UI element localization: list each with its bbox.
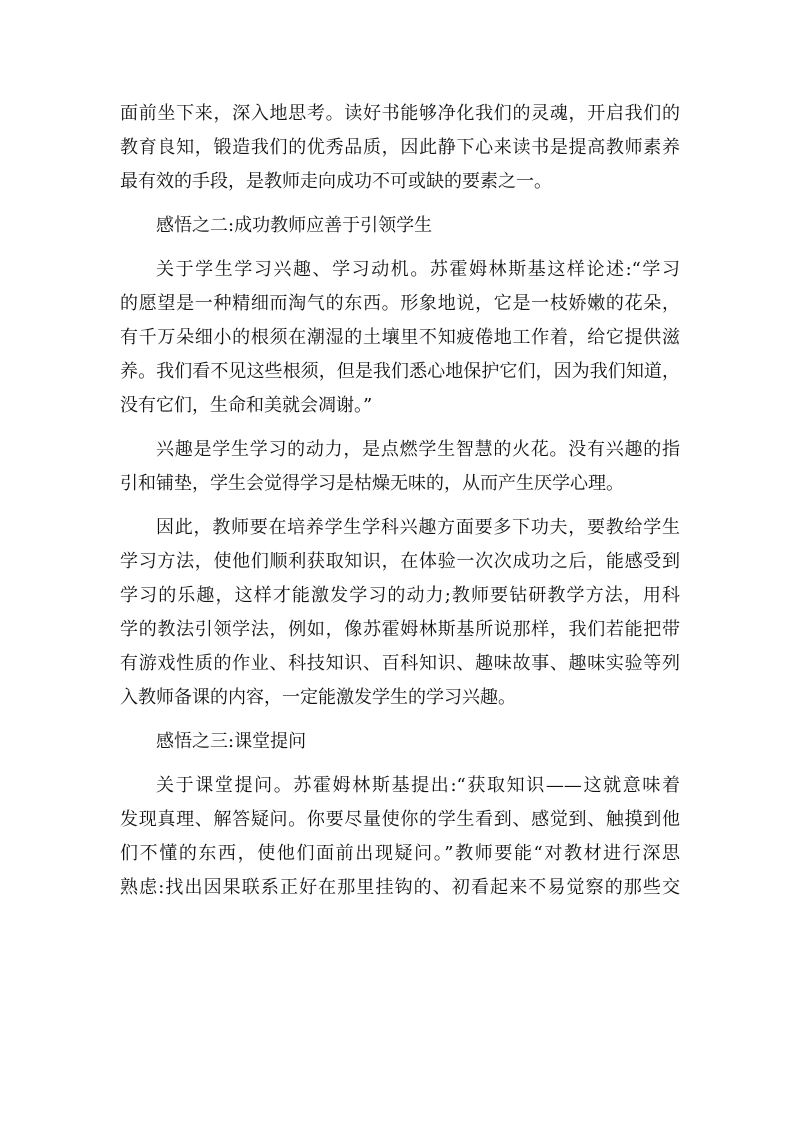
text-line: 熟虑:找出因果联系正好在那里挂钩的、初看起来不易觉察的那些交: [120, 877, 680, 898]
text-line: 面前坐下来，深入地思考。读好书能够净化我们的灵魂，开启我们的: [120, 103, 680, 124]
text-line: 学习的乐趣，这样才能激发学习的动力;教师要钻研教学方法，用科: [120, 585, 680, 606]
text-line: 的愿望是一种精细而淘气的东西。形象地说，它是一枝娇嫩的花朵，: [120, 293, 680, 314]
text-line: 养。我们看不见这些根须，但是我们悉心地保护它们，因为我们知道，: [120, 361, 680, 382]
text-line: 关于学生学习兴趣、学习动机。苏霍姆林斯基这样论述:“学习: [156, 259, 680, 280]
text-line: 入教师备课的内容，一定能激发学生的学习兴趣。: [120, 687, 516, 708]
text-line: 们不懂的东西，使他们面前出现疑问。”教师要能“对教材进行深思: [120, 843, 680, 864]
text-line: 发现真理、解答疑问。你要尽量使你的学生看到、感觉到、触摸到他: [120, 809, 680, 830]
document-body: [120, 97, 680, 915]
section-heading-insight-two: [120, 209, 680, 243]
text-line: 引和铺垫，学生会觉得学习是枯燥无味的，从而产生厌学心理。: [120, 473, 624, 494]
paragraph-teacher-methods: [120, 511, 680, 715]
text-line: 教育良知，锻造我们的优秀品质，因此静下心来读书是提高教师素养: [120, 137, 680, 158]
text-line: 没有它们，生命和美就会凋谢。”: [120, 395, 373, 416]
text-line: 最有效的手段，是教师走向成功不可或缺的要素之一。: [120, 171, 552, 192]
text-line: 有游戏性质的作业、科技知识、百科知识、趣味故事、趣味实验等列: [120, 653, 680, 674]
text-line: 学习方法，使他们顺利获取知识，在体验一次次成功之后，能感受到: [120, 551, 680, 572]
paragraph-reading-continuation: [120, 97, 680, 199]
heading-text: 感悟之三:课堂提问: [156, 731, 307, 752]
paragraph-learning-interest-quote: [120, 253, 680, 423]
heading-text: 感悟之二:成功教师应善于引领学生: [156, 215, 433, 236]
text-line: 有千万朵细小的根须在潮湿的土壤里不知疲倦地工作着，给它提供滋: [120, 327, 680, 348]
paragraph-interest-motivation: [120, 433, 680, 501]
text-line: 关于课堂提问。苏霍姆林斯基提出:“获取知识——这就意味着: [156, 775, 680, 796]
section-heading-insight-three: [120, 725, 680, 759]
paragraph-classroom-questioning: [120, 769, 680, 905]
text-line: 学的教法引领学法，例如，像苏霍姆林斯基所说那样，我们若能把带: [120, 619, 680, 640]
text-line: 兴趣是学生学习的动力，是点燃学生智慧的火花。没有兴趣的指: [156, 439, 680, 460]
text-line: 因此，教师要在培养学生学科兴趣方面要多下功夫，要教给学生: [156, 517, 680, 538]
